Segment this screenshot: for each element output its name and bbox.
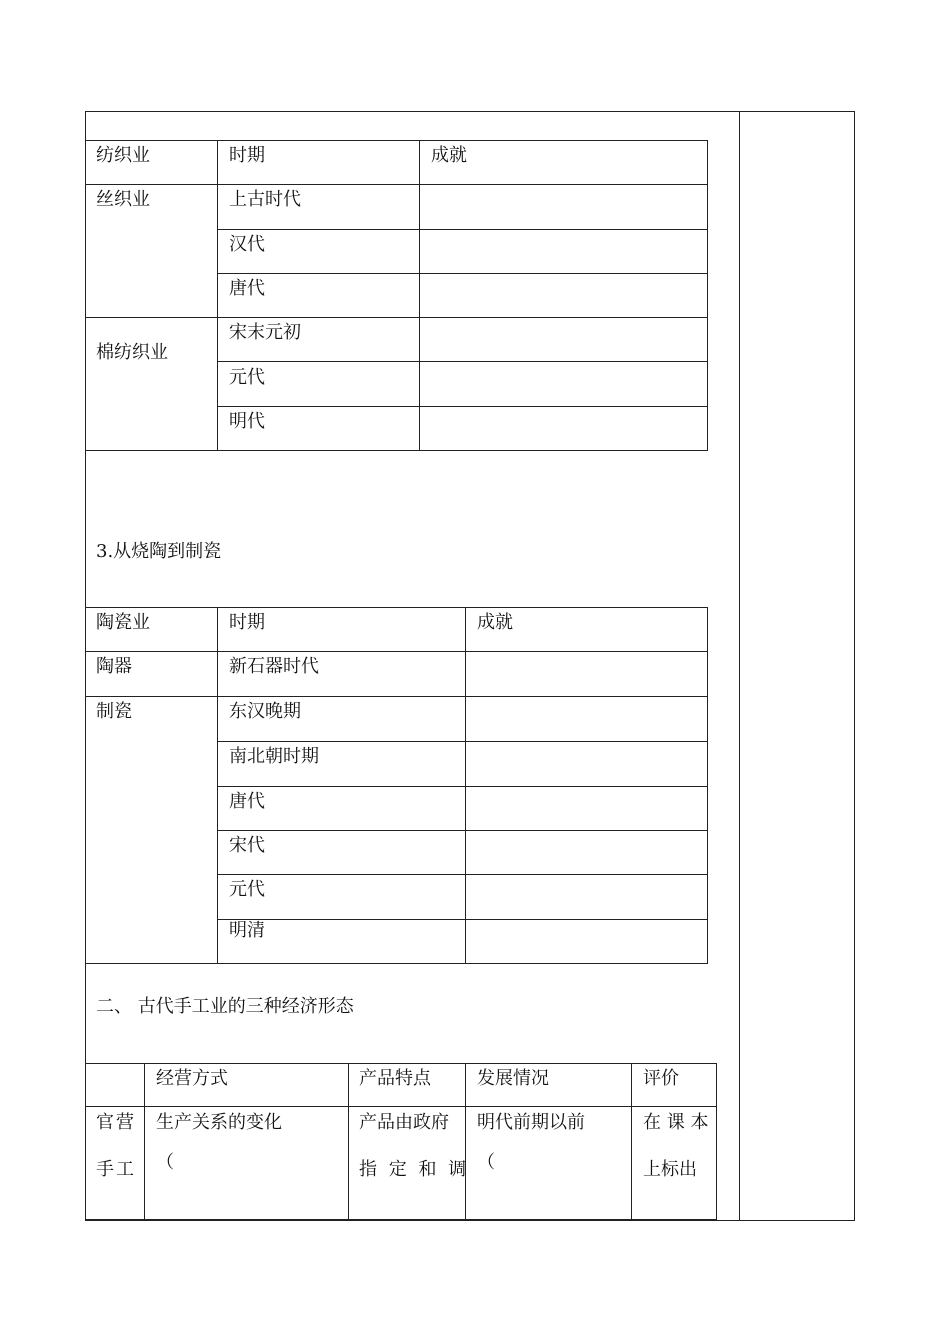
porcelain-period: 南北朝时期	[229, 746, 319, 767]
silk-category: 丝织业	[96, 189, 150, 210]
margin-column-divider	[739, 111, 740, 1221]
official-handicraft-label: 官营	[96, 1112, 136, 1133]
cotton-period: 明代	[229, 411, 265, 432]
official-development-text: 明代前期以前	[477, 1112, 585, 1133]
economy-header-mode: 经营方式	[156, 1068, 228, 1089]
porcelain-category: 制瓷	[96, 701, 132, 722]
textile-header-achievement: 成就	[431, 145, 467, 166]
official-handicraft-label: 手工	[96, 1159, 136, 1180]
economy-header-evaluation: 评价	[643, 1068, 679, 1089]
ceramics-header-category: 陶瓷业	[96, 612, 150, 633]
official-mode-paren: （	[156, 1152, 174, 1173]
cotton-period: 宋末元初	[229, 322, 301, 343]
economy-header-development: 发展情况	[477, 1068, 549, 1089]
porcelain-period: 元代	[229, 879, 265, 900]
ceramics-header-period: 时期	[229, 612, 265, 633]
silk-period: 汉代	[229, 234, 265, 255]
ceramics-header-achievement: 成就	[477, 612, 513, 633]
cotton-period: 元代	[229, 367, 265, 388]
silk-period: 上古时代	[229, 189, 301, 210]
porcelain-period: 东汉晚期	[229, 701, 301, 722]
official-product-text: 指 定 和 调	[359, 1159, 470, 1180]
textile-header-period: 时期	[229, 145, 265, 166]
official-evaluation-text: 上标出	[643, 1159, 697, 1180]
section2-title: 二、 古代手工业的三种经济形态	[96, 996, 354, 1017]
porcelain-period: 明清	[229, 920, 265, 941]
textile-header-category: 纺织业	[96, 145, 150, 166]
official-evaluation-text: 在 课 本	[643, 1112, 709, 1133]
official-product-text: 产品由政府	[359, 1112, 449, 1133]
economy-header-product: 产品特点	[359, 1068, 431, 1089]
pottery-period: 新石器时代	[229, 656, 319, 677]
pottery-category: 陶器	[96, 656, 132, 677]
official-development-paren: （	[477, 1152, 495, 1173]
porcelain-period: 宋代	[229, 835, 265, 856]
cotton-category: 棉纺织业	[96, 342, 168, 363]
official-mode-text: 生产关系的变化	[156, 1112, 282, 1133]
silk-period: 唐代	[229, 278, 265, 299]
porcelain-period: 唐代	[229, 791, 265, 812]
section3-title: 3.从烧陶到制瓷	[96, 541, 222, 562]
